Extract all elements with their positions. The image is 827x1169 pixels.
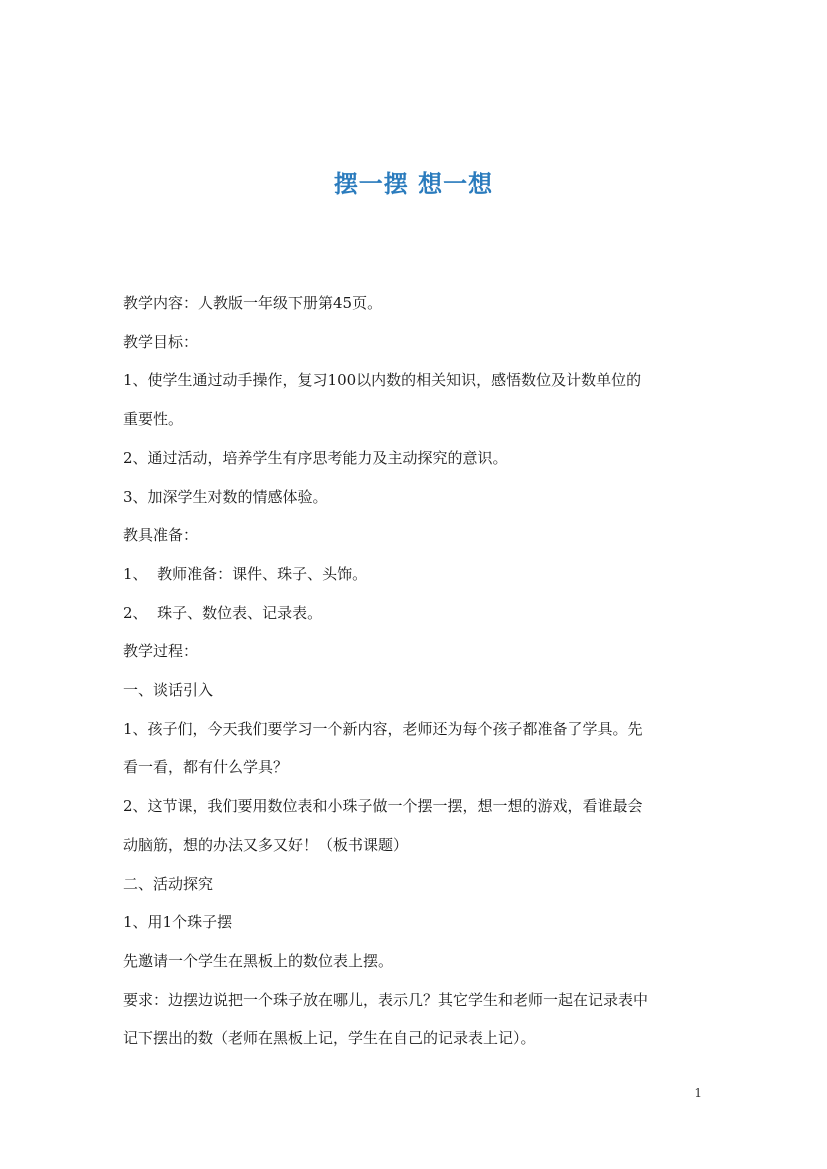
paragraph-line: 2、通过活动，培养学生有序思考能力及主动探究的意识。 <box>123 448 508 467</box>
document-body <box>123 284 708 1058</box>
paragraph-line: 二、活动探究 <box>123 874 214 893</box>
page-number: 1 <box>694 1086 702 1100</box>
paragraph-line: 3、加深学生对数的情感体验。 <box>123 487 328 506</box>
paragraph-line: 教具准备： <box>123 526 199 545</box>
paragraph-line: 先邀请一个学生在黑板上的数位表上摆。 <box>123 951 394 970</box>
paragraph-line: 动脑筋，想的办法又多又好！（板书课题） <box>123 835 409 854</box>
document-title: 摆一摆 想一想 <box>333 170 494 198</box>
paragraph-line: 看一看，都有什么学具？ <box>123 758 289 777</box>
paragraph-line: 一、谈话引入 <box>123 681 214 700</box>
paragraph-line: 教学目标： <box>123 332 199 351</box>
paragraph-line: 1、使学生通过动手操作，复习100以内数的相关知识，感悟数位及计数单位的 <box>123 371 642 390</box>
paragraph-line: 1、孩子们，今天我们要学习一个新内容，老师还为每个孩子都准备了学具。先 <box>123 719 643 738</box>
paragraph-line: 教学内容：人教版一年级下册第45页。 <box>123 294 383 312</box>
paragraph-line: 1、用1个珠子摆 <box>123 913 233 932</box>
paragraph-line: 要求：边摆边说把一个珠子放在哪儿，表示几？其它学生和老师一起在记录表中 <box>123 990 649 1009</box>
paragraph-line: 1、 教师准备：课件、珠子、头饰。 <box>123 564 368 583</box>
paragraph-line: 2、这节课，我们要用数位表和小珠子做一个摆一摆，想一想的游戏，看谁最会 <box>123 797 643 816</box>
paragraph-line: 重要性。 <box>123 410 184 429</box>
paragraph-line: 教学过程： <box>123 642 199 661</box>
paragraph-line: 2、 珠子、数位表、记录表。 <box>123 603 323 622</box>
paragraph-line: 记下摆出的数（老师在黑板上记，学生在自己的记录表上记）。 <box>123 1029 536 1048</box>
